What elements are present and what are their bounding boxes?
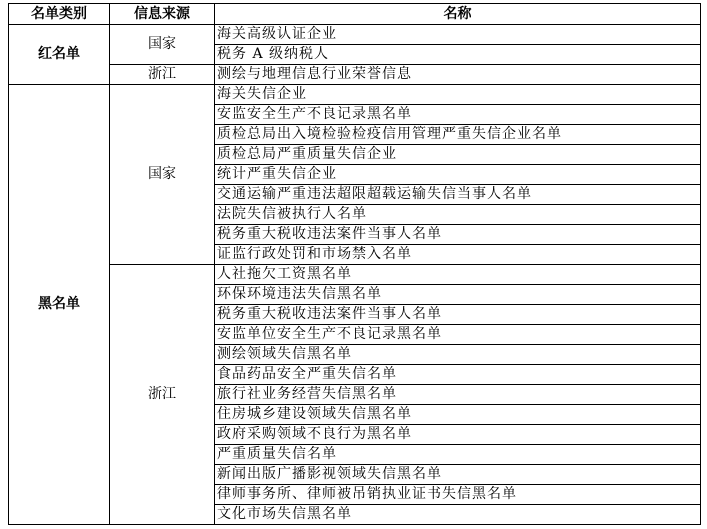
list-item: 环保环境违法失信黑名单 — [215, 285, 701, 305]
category-black-list: 黑名单 — [9, 85, 110, 525]
table-row — [9, 65, 701, 85]
source-zhejiang: 浙江 — [110, 65, 215, 85]
list-item: 质检总局严重质量失信企业 — [215, 145, 701, 165]
list-item: 税务重大税收违法案件当事人名单 — [215, 225, 701, 245]
list-item: 新闻出版广播影视领域失信黑名单 — [215, 465, 701, 485]
list-item: 海关高级认证企业 — [215, 25, 701, 45]
table-row — [9, 85, 701, 105]
list-item: 税务重大税收违法案件当事人名单 — [215, 305, 701, 325]
list-item: 质检总局出入境检验检疫信用管理严重失信企业名单 — [215, 125, 701, 145]
list-item: 安监安全生产不良记录黑名单 — [215, 105, 701, 125]
source-zhejiang: 浙江 — [110, 265, 215, 525]
list-item: 法院失信被执行人名单 — [215, 205, 701, 225]
header-name: 名称 — [215, 4, 701, 25]
list-item: 测绘与地理信息行业荣誉信息 — [215, 65, 701, 85]
source-national: 国家 — [110, 25, 215, 65]
category-red-list: 红名单 — [9, 25, 110, 85]
header-row — [9, 4, 701, 25]
table-row — [9, 25, 701, 45]
header-source: 信息来源 — [110, 4, 215, 25]
table-body — [9, 25, 701, 525]
table-row — [9, 265, 701, 285]
list-item: 旅行社业务经营失信黑名单 — [215, 385, 701, 405]
list-item: 交通运输严重违法超限超载运输失信当事人名单 — [215, 185, 701, 205]
list-item: 统计严重失信企业 — [215, 165, 701, 185]
list-item: 律师事务所、律师被吊销执业证书失信黑名单 — [215, 485, 701, 505]
list-item: 住房城乡建设领域失信黑名单 — [215, 405, 701, 425]
source-national: 国家 — [110, 85, 215, 265]
list-item: 税务 A 级纳税人 — [215, 45, 701, 65]
list-item: 文化市场失信黑名单 — [215, 505, 701, 525]
list-item: 安监单位安全生产不良记录黑名单 — [215, 325, 701, 345]
list-item: 海关失信企业 — [215, 85, 701, 105]
list-item: 人社拖欠工资黑名单 — [215, 265, 701, 285]
credit-list-table — [8, 3, 701, 525]
list-item: 政府采购领域不良行为黑名单 — [215, 425, 701, 445]
list-item: 测绘领域失信黑名单 — [215, 345, 701, 365]
list-item: 证监行政处罚和市场禁入名单 — [215, 245, 701, 265]
list-item: 食品药品安全严重失信名单 — [215, 365, 701, 385]
list-item: 严重质量失信名单 — [215, 445, 701, 465]
header-category: 名单类别 — [9, 4, 110, 25]
